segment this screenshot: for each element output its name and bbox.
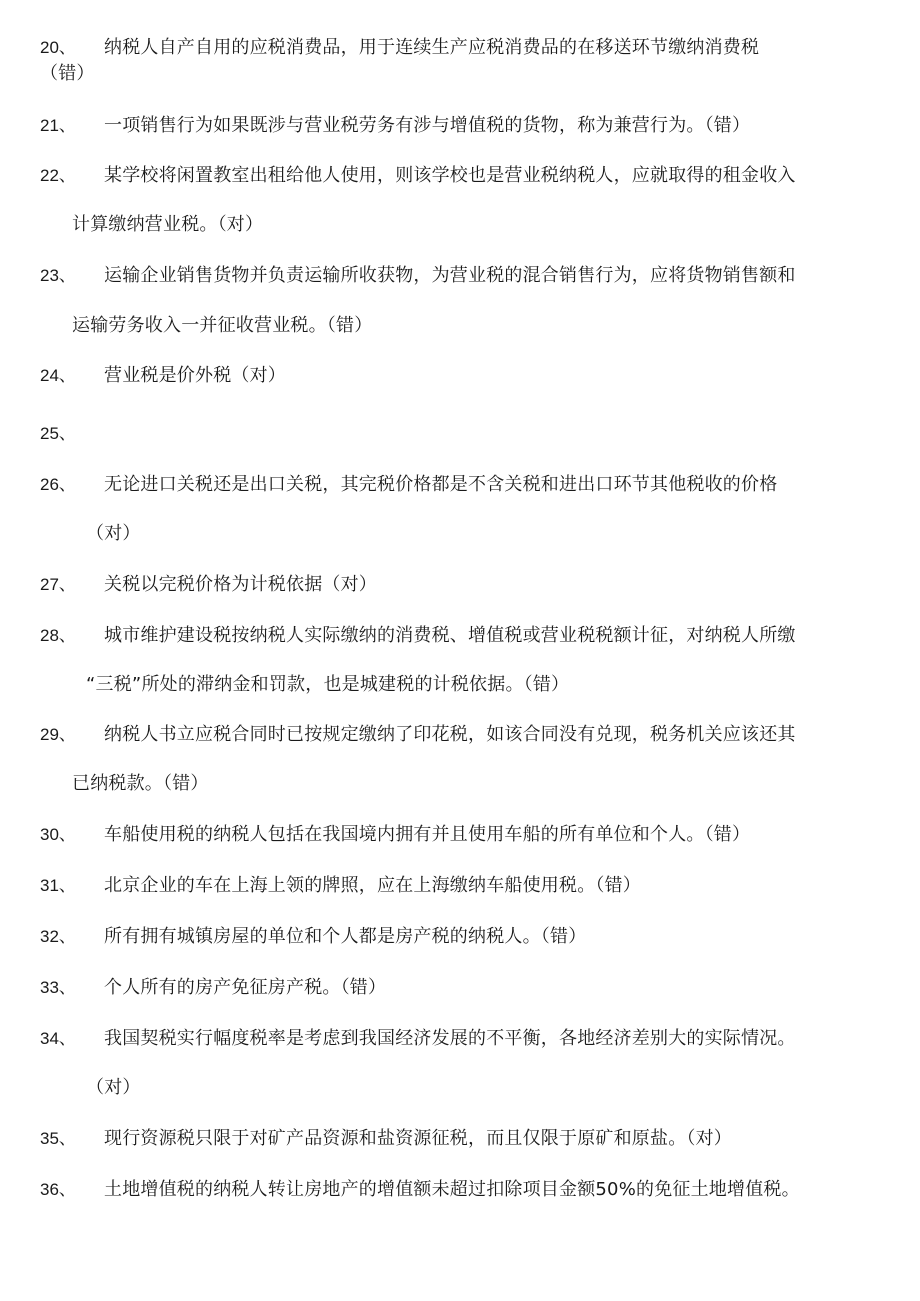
item-number: 26、: [40, 475, 76, 494]
item-text: 车船使用税的纳税人包括在我国境内拥有并且使用车船的所有单位和个人。（错）: [104, 824, 751, 845]
item-text: 所有拥有城镇房屋的单位和个人都是房产税的纳税人。（错）: [104, 926, 587, 947]
item-number: 25、: [40, 424, 76, 443]
item-number: 23、: [40, 266, 76, 285]
item-text-continuation: （对）: [86, 1077, 141, 1098]
item-text-continuation: 已纳税款。（错）: [72, 773, 209, 794]
item-text: 某学校将闲置教室出租给他人使用，则该学校也是营业税纳税人，应就取得的租金收入: [104, 165, 796, 186]
item-number: 35、: [40, 1129, 76, 1148]
item-text-continuation: 计算缴纳营业税。（对）: [72, 214, 264, 235]
item-number: 32、: [40, 927, 76, 946]
item-text-continuation: （错）: [40, 63, 95, 84]
item-text: 运输企业销售货物并负责运输所收获物，为营业税的混合销售行为，应将货物销售额和: [104, 265, 796, 286]
item-number: 22、: [40, 166, 76, 185]
item-text: 无论进口关税还是出口关税，其完税价格都是不含关税和进出口环节其他税收的价格: [104, 474, 778, 495]
item-text: 个人所有的房产免征房产税。（错）: [104, 977, 387, 998]
item-number: 29、: [40, 725, 76, 744]
item-text: 土地增值税的纳税人转让房地产的增值额未超过扣除项目金额50%的免征土地增值税。: [104, 1179, 800, 1200]
item-text: 纳税人书立应税合同时已按规定缴纳了印花税，如该合同没有兑现，税务机关应该还其: [104, 724, 796, 745]
item-text-continuation: （对）: [86, 523, 141, 544]
item-number: 27、: [40, 575, 76, 594]
item-text: 关税以完税价格为计税依据（对）: [104, 574, 377, 595]
item-text: 纳税人自产自用的应税消费品，用于连续生产应税消费品的在移送环节缴纳消费税: [104, 37, 760, 58]
item-number: 31、: [40, 876, 76, 895]
item-number: 36、: [40, 1180, 76, 1199]
item-number: 30、: [40, 825, 76, 844]
item-number: 24、: [40, 366, 76, 385]
item-number: 28、: [40, 626, 76, 645]
item-number: 20、: [40, 38, 76, 57]
item-text: 城市维护建设税按纳税人实际缴纳的消费税、增值税或营业税税额计征，对纳税人所缴: [104, 625, 796, 646]
item-text: 现行资源税只限于对矿产品资源和盐资源征税，而且仅限于原矿和原盐。（对）: [104, 1128, 732, 1149]
item-text: 营业税是价外税（对）: [104, 365, 286, 386]
item-text-continuation: 运输劳务收入一并征收营业税。（错）: [72, 315, 373, 336]
item-number: 33、: [40, 978, 76, 997]
item-text: 北京企业的车在上海上领的牌照，应在上海缴纳车船使用税。（错）: [104, 875, 641, 896]
item-number: 21、: [40, 116, 76, 135]
item-number: 34、: [40, 1029, 76, 1048]
item-text-continuation: “三税”所处的滞纳金和罚款，也是城建税的计税依据。（错）: [86, 674, 570, 695]
item-text: 一项销售行为如果既涉与营业税劳务有涉与增值税的货物，称为兼营行为。（错）: [104, 115, 751, 136]
item-text: 我国契税实行幅度税率是考虑到我国经济发展的不平衡，各地经济差别大的实际情况。: [104, 1028, 796, 1049]
